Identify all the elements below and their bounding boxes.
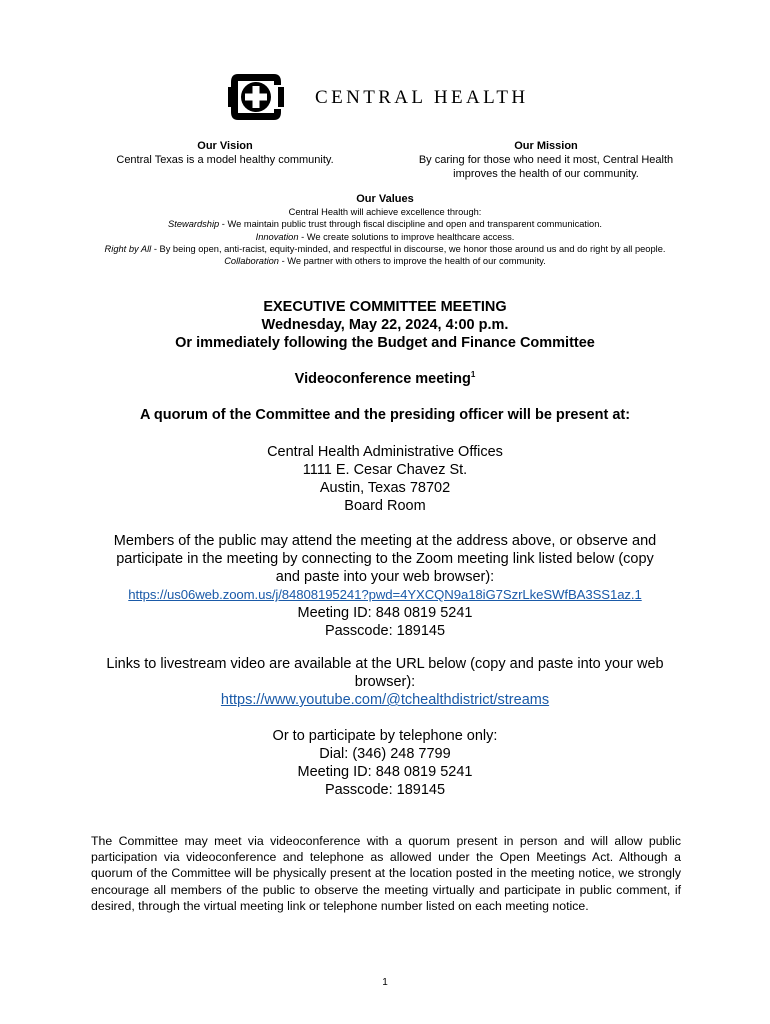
mission-text-line2: improves the health of our community.: [453, 168, 639, 180]
disclaimer-paragraph: [91, 833, 681, 914]
vision-block: [100, 139, 350, 167]
public-participation-block: [40, 532, 730, 640]
telephone-meeting-id: Meeting ID: 848 0819 5241: [297, 764, 473, 780]
value-item-collaboration: [30, 255, 740, 267]
value-term: Innovation: [255, 231, 299, 242]
value-text: - We maintain public trust through fiscal discipline and open and transparent communication.: [219, 219, 602, 230]
value-item-innovation: [30, 231, 740, 243]
telephone-line1: Or to participate by telephone only:: [272, 728, 498, 744]
public-line1: Members of the public may attend the meeting at the address above, or observe and: [113, 533, 657, 549]
public-line3: and paste into your web browser):: [275, 569, 495, 585]
zoom-passcode: Passcode: 189145: [324, 623, 446, 639]
disclaimer-line1: The Committee may meet via videoconference with a quorum present in person and will allow: [91, 834, 643, 848]
value-term: Collaboration: [224, 256, 279, 267]
values-block: [30, 192, 740, 267]
vision-text: Central Texas is a model healthy community.: [116, 154, 334, 166]
public-line2: participate in the meeting by connecting to the Zoom meeting link listed below (copy: [116, 551, 654, 567]
value-text: - We create solutions to improve healthcare access.: [298, 231, 515, 242]
value-term: Stewardship: [168, 219, 220, 230]
meeting-date: Wednesday, May 22, 2024, 4:00 p.m.: [261, 317, 509, 333]
mission-heading: Our Mission: [514, 140, 578, 152]
page-number: 1: [382, 977, 388, 988]
meeting-title: EXECUTIVE COMMITTEE MEETING: [263, 299, 507, 315]
value-term: Right by All: [104, 243, 152, 254]
footnote-marker[interactable]: 1: [470, 370, 476, 379]
central-health-logo: [228, 71, 558, 123]
livestream-block: [40, 655, 730, 709]
mission-block: [405, 139, 687, 181]
value-text: - We partner with others to improve the health of our community.: [278, 256, 546, 267]
medical-cross-icon: [228, 71, 284, 123]
disclaimer-line6: listed on each meeting notice.: [425, 898, 589, 913]
disclaimer-line4: meeting notice, we strongly encourage all members of the public to observe the meeting virtually: [91, 866, 681, 897]
disclaimer-line2: public participation via videoconference and telephone as allowed under the Open Meetings Act.: [91, 834, 681, 865]
telephone-block: [40, 727, 730, 799]
disclaimer-line5: and participate in public comment, if desired, through the virtual meeting link or telephone number: [91, 882, 681, 913]
zoom-meeting-link[interactable]: https://us06web.zoom.us/j/84808195241?pwd=4YXCQN9a18iG7SzrLkeSWfBA3SS1az.1: [128, 587, 642, 602]
location-line3: Austin, Texas 78702: [319, 480, 451, 496]
livestream-link[interactable]: https://www.youtube.com/@tchealthdistrict/streams: [220, 692, 550, 708]
values-intro: Central Health will achieve excellence through:: [288, 207, 482, 217]
location-line1: Central Health Administrative Offices: [267, 444, 503, 460]
quorum-statement: A quorum of the Committee and the presiding officer will be present at:: [139, 407, 631, 423]
value-item-right-by-all: [30, 243, 740, 255]
mission-text-line1: By caring for those who need it most, Central Health: [418, 154, 674, 166]
telephone-passcode: Passcode: 189145: [324, 782, 446, 798]
value-text: - By being open, anti-racist, equity-minded, and respectful in discourse, we honor those around us and do right by all people.: [151, 243, 666, 254]
disclaimer-line3: Although a quorum of the Committee will be physically present at the location posted in the: [91, 850, 681, 881]
meeting-type-text: Videoconference meeting: [294, 371, 471, 387]
meeting-subtitle: Or immediately following the Budget and Finance Committee: [175, 335, 595, 351]
vision-heading: Our Vision: [197, 140, 253, 152]
values-heading: Our Values: [356, 193, 414, 205]
livestream-line2: browser):: [354, 674, 416, 690]
location-block: [40, 443, 730, 515]
meeting-header: [40, 298, 730, 352]
location-line4: Board Room: [344, 498, 426, 514]
telephone-dial: Dial: (346) 248 7799: [319, 746, 451, 762]
logo-wordmark: CENTRAL HEALTH: [315, 87, 529, 108]
meeting-type: [40, 370, 730, 388]
value-item-stewardship: [30, 218, 740, 230]
livestream-line1: Links to livestream video are available at the URL below (copy and paste into your web: [106, 656, 664, 672]
location-line2: 1111 E. Cesar Chavez St.: [302, 462, 468, 478]
zoom-meeting-id: Meeting ID: 848 0819 5241: [297, 605, 473, 621]
